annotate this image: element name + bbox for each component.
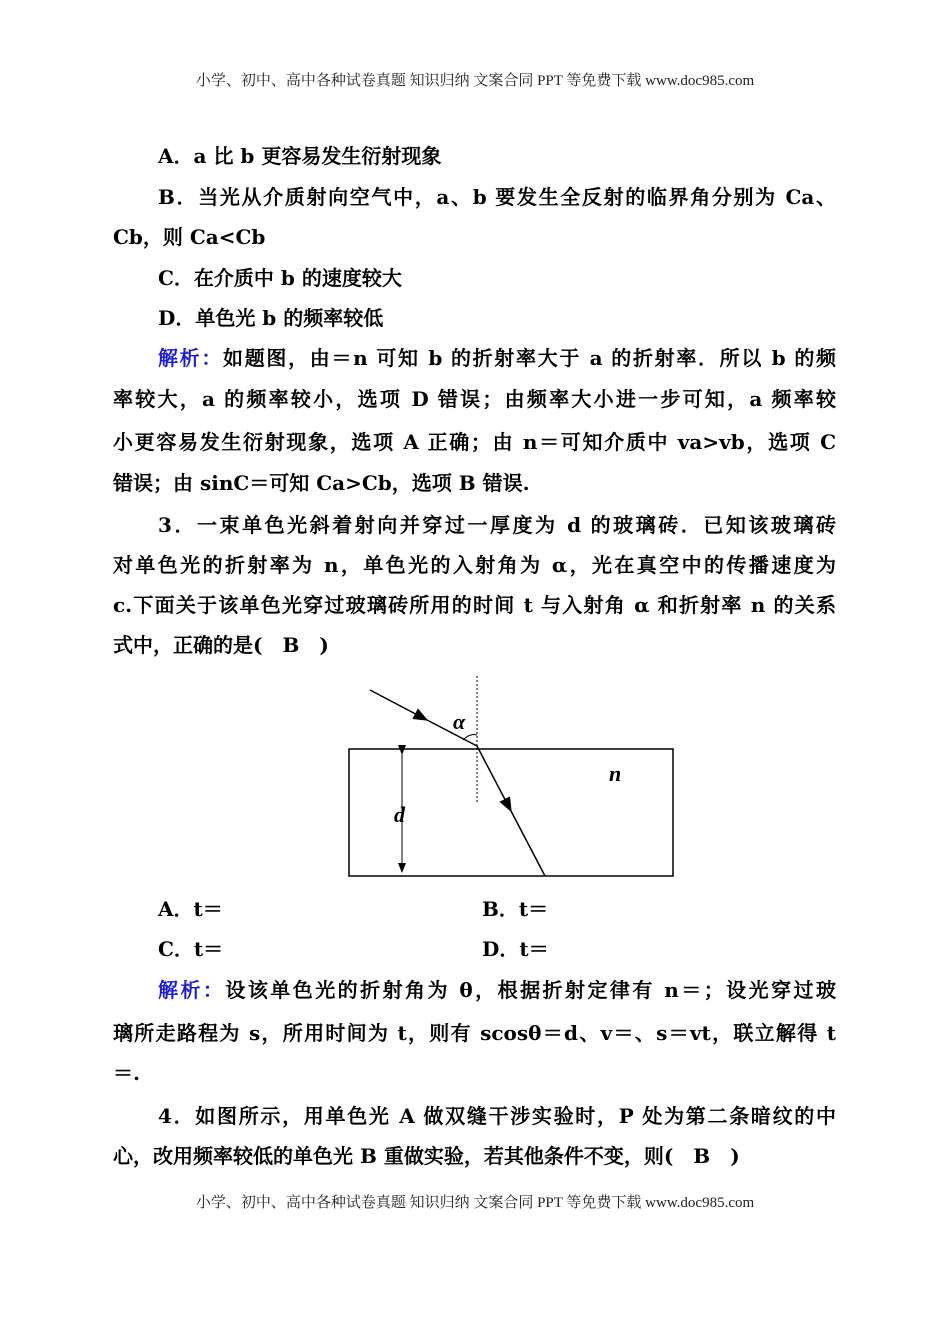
q4-stem-line: 4．如图所示，用单色光 A 做双缝干涉实验时，P 处为第二条暗纹的中: [158, 1104, 836, 1128]
refracted-ray: [477, 746, 511, 811]
q2-option-b: B．当光从介质射向空气中，a、b 要发生全反射的临界角分别为 Ca、: [158, 185, 836, 209]
q2-analysis-line: 解析：如题图，由＝n 可知 b 的折射率大于 a 的折射率．所以 b 的频: [158, 346, 836, 370]
page-footer: 小学、初中、高中各种试卷真题 知识归纳 文案合同 PPT 等免费下载 www.doc985.com: [195, 1195, 755, 1211]
q2-option-d: D．单色光 b 的频率较低: [158, 306, 384, 330]
q2-option-c: C．在介质中 b 的速度较大: [158, 266, 402, 290]
alpha-label: α: [453, 709, 466, 734]
q3-analysis-line: 解析：设该单色光的折射角为 θ，根据折射定律有 n＝；设光穿过玻: [158, 978, 836, 1002]
q4-stem-line: 心，改用频率较低的单色光 B 重做实验，若其他条件不变，则( B ): [113, 1144, 740, 1168]
q2-option-b-cont: Cb，则 Ca<Cb: [113, 225, 266, 249]
q3-stem-line: 3．一束单色光斜着射向并穿过一厚度为 d 的玻璃砖．已知该玻璃砖: [158, 513, 836, 537]
q2-analysis-line: 小更容易发生衍射现象，选项 A 正确；由 n＝可知介质中 va>vb，选项 C: [113, 430, 836, 454]
q2-analysis-line: 率较大，a 的频率较小，选项 D 错误；由频率大小进一步可知，a 频率较: [113, 387, 836, 411]
incident-ray: [370, 690, 427, 720]
q3-option-c: C．t＝: [158, 937, 224, 961]
q3-option-b: B．t＝: [482, 897, 549, 921]
q3-stem-line: 对单色光的折射率为 n，单色光的入射角为 α，光在真空中的传播速度为: [113, 553, 836, 577]
q2-analysis-line: 错误；由 sinC＝可知 Ca>Cb，选项 B 错误.: [113, 471, 530, 495]
q3-stem-line: c.下面关于该单色光穿过玻璃砖所用的时间 t 与入射角 α 和折射率 n 的关系: [113, 593, 836, 617]
q3-analysis-line: ＝.: [113, 1061, 140, 1085]
q3-stem-line: 式中，正确的是( B ): [113, 633, 329, 657]
analysis-label: 解析：: [158, 978, 226, 1002]
q3-analysis-line: 璃所走路程为 s，所用时间为 t，则有 scosθ＝d、v＝、s＝vt，联立解得 t: [113, 1021, 836, 1045]
page-header: 小学、初中、高中各种试卷真题 知识归纳 文案合同 PPT 等免费下载 www.doc985.com: [195, 73, 755, 89]
analysis-label: 解析：: [158, 346, 224, 370]
n-label: n: [609, 761, 622, 786]
q3-option-a: A．t＝: [158, 897, 223, 921]
d-label: d: [394, 802, 405, 827]
q3-option-d: D．t＝: [482, 937, 549, 961]
q2-option-a: A．a 比 b 更容易发生衍射现象: [158, 144, 442, 168]
